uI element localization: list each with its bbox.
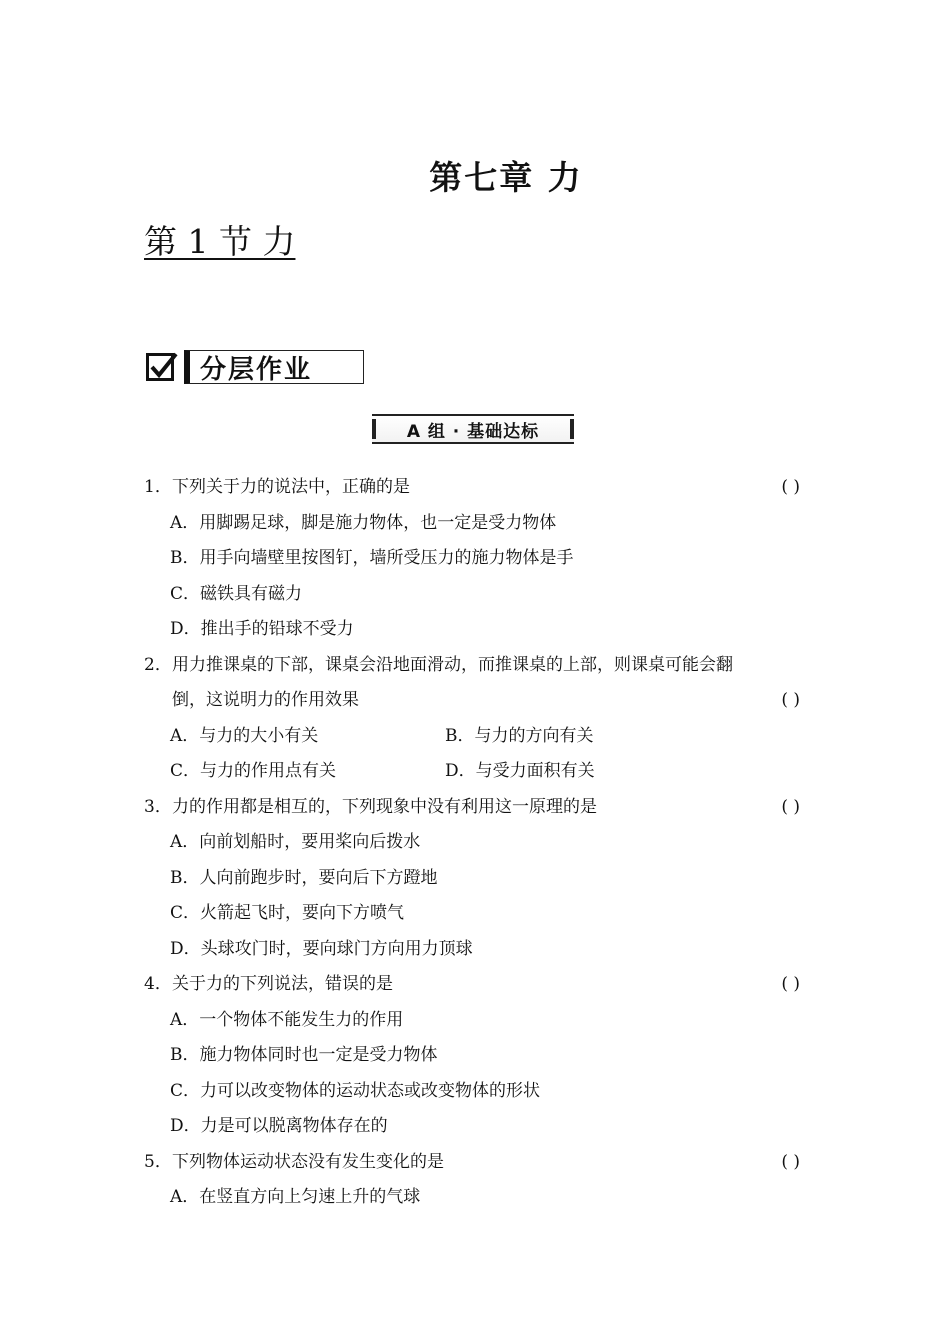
answer-blank: ( ) bbox=[781, 974, 800, 994]
section-title: 第 1 节 力 bbox=[144, 222, 296, 261]
chapter-title: 第七章 力 bbox=[429, 158, 583, 197]
option-b: B．用手向墙壁里按图钉，墙所受压力的施力物体是手 bbox=[170, 548, 574, 568]
homework-header bbox=[146, 349, 364, 385]
option-row bbox=[144, 719, 814, 755]
question-text: 倒，这说明力的作用效果 bbox=[172, 690, 359, 710]
option-c: C．磁铁具有磁力 bbox=[170, 583, 303, 604]
option-d: D．力是可以脱离物体存在的 bbox=[170, 1116, 388, 1136]
question-5 bbox=[144, 1145, 814, 1181]
question-text: 下列关于力的说法中，正确的是 bbox=[172, 477, 410, 497]
question-number: 2． bbox=[144, 654, 172, 675]
question-list bbox=[144, 470, 814, 1216]
option-c: C．力可以改变物体的运动状态或改变物体的形状 bbox=[170, 1080, 541, 1101]
question-text: 下列物体运动状态没有发生变化的是 bbox=[172, 1151, 444, 1172]
question-text: 用力推课桌的下部，课桌会沿地面滑动，而推课桌的上部，则课桌可能会翻 bbox=[172, 654, 733, 675]
question-text: 力的作用都是相互的，下列现象中没有利用这一原理的是 bbox=[172, 796, 597, 817]
answer-blank: ( ) bbox=[781, 796, 800, 817]
question-4 bbox=[144, 967, 814, 1003]
homework-label: 分层作业 bbox=[184, 350, 364, 384]
option-c: C．与力的作用点有关 bbox=[170, 761, 337, 781]
option-a: A．向前划船时，要用桨向后拨水 bbox=[170, 832, 421, 852]
option-d: D．头球攻门时，要向球门方向用力顶球 bbox=[170, 938, 473, 959]
question-number: 4． bbox=[144, 974, 172, 994]
option-row bbox=[144, 754, 814, 790]
option-d: D．与受力面积有关 bbox=[445, 761, 595, 781]
question-number: 1． bbox=[144, 477, 172, 497]
group-badge: A 组 · 基础达标 bbox=[372, 414, 574, 444]
answer-blank: ( ) bbox=[781, 1151, 800, 1172]
option-a: A．一个物体不能发生力的作用 bbox=[170, 1009, 404, 1030]
option-a: A．在竖直方向上匀速上升的气球 bbox=[170, 1187, 421, 1207]
question-number: 3． bbox=[144, 796, 172, 817]
option-a: A．用脚踢足球，脚是施力物体，也一定是受力物体 bbox=[170, 512, 557, 533]
question-2 bbox=[144, 648, 814, 684]
option-a: A．与力的大小有关 bbox=[170, 725, 319, 746]
question-1 bbox=[144, 470, 814, 506]
question-number: 5． bbox=[144, 1151, 172, 1172]
question-text-continued bbox=[144, 683, 814, 719]
option-b: B．与力的方向有关 bbox=[445, 725, 594, 746]
answer-blank: ( ) bbox=[781, 690, 800, 710]
option-b: B．施力物体同时也一定是受力物体 bbox=[170, 1045, 438, 1065]
checkbox-checked-icon bbox=[146, 353, 174, 381]
question-3 bbox=[144, 790, 814, 826]
question-text: 关于力的下列说法，错误的是 bbox=[172, 974, 393, 994]
option-d: D．推出手的铅球不受力 bbox=[170, 619, 354, 639]
option-b: B．人向前跑步时，要向后下方蹬地 bbox=[170, 867, 438, 888]
option-c: C．火箭起飞时，要向下方喷气 bbox=[170, 903, 405, 923]
answer-blank: ( ) bbox=[781, 477, 800, 497]
